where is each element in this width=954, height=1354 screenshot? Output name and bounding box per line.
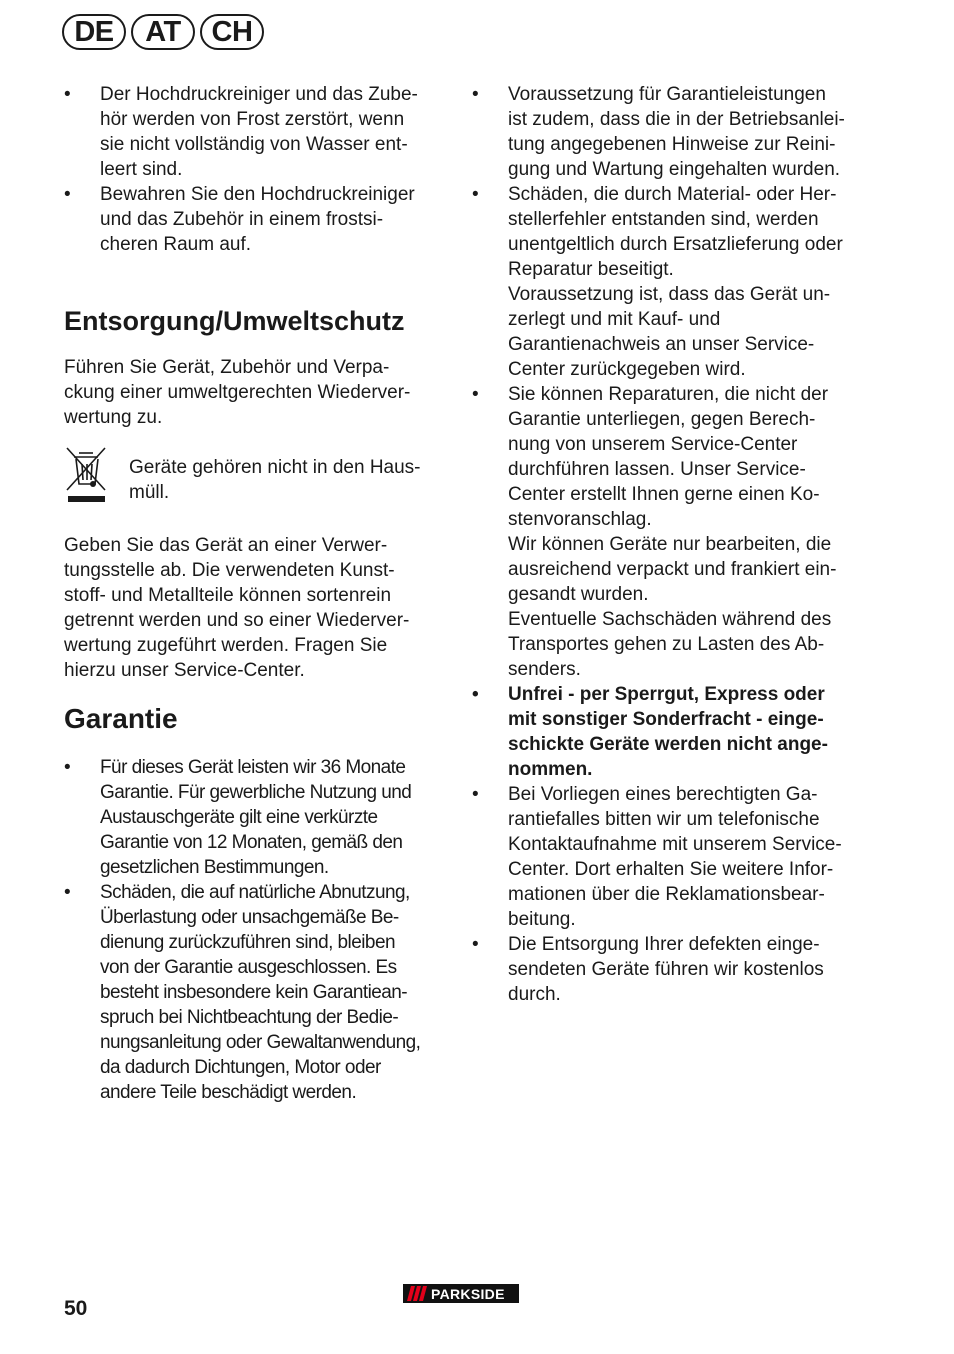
text-line: • Voraussetzung für Garantieleistungen [508,84,826,105]
text-line: Eventuelle Sachschäden während des [508,609,832,630]
text-line: Garantie von 12 Monaten, gemäß den [100,832,403,853]
weee-notice [64,444,454,505]
text-line: • Schäden, die durch Material- oder Her- [508,184,837,205]
text-line: Reparatur beseitigt. [508,259,674,280]
text-line: Garantie unterliegen, gegen Berech- [508,409,816,430]
text-line: da dadurch Dichtungen, Motor oder [100,1057,381,1078]
text-line: senders. [508,659,581,680]
text-line: ckung einer umweltgerechten Wiederver- [64,382,411,403]
page-number: 50 [64,1297,88,1320]
text-line: gung und Wartung eingehalten wurden. [508,159,841,180]
text-line: dienung zurückzuführen sind, bleiben [100,932,395,953]
text-line: beitung. [508,909,576,930]
text-line: • Bewahren Sie den Hochdruckreiniger [100,184,415,205]
text-line: cheren Raum auf. [100,234,252,255]
disposal-heading: Entsorgung/Umweltschutz [64,306,405,336]
text-line: • Bei Vorliegen eines berechtigten Ga- [508,784,818,805]
warranty-heading: Garantie [64,703,178,734]
text-line: Wir können Geräte nur bearbeiten, die [508,534,832,555]
warranty-bullet-list [64,755,454,1105]
list-item [64,82,454,182]
right-column [472,82,872,1007]
text-line: Überlastung oder unsachgemäße Be- [100,907,399,928]
text-line: Center erstellt Ihnen gerne einen Ko- [508,484,820,505]
text-line: durchführen lassen. Unser Service- [508,459,806,480]
text-line: hierzu unser Service-Center. [64,660,305,681]
list-item [472,82,872,182]
text-line: • Für dieses Gerät leisten wir 36 Monate [100,757,406,778]
text-line: tungsstelle ab. Die verwendeten Kunst- [64,560,395,581]
crossed-out-wheelie-bin-icon [64,444,108,504]
text-line: • Schäden, die auf natürliche Abnutzung, [100,882,410,903]
text-line: Führen Sie Gerät, Zubehör und Verpa- [64,357,390,378]
text-line: Center zurückgegeben wird. [508,359,746,380]
list-item [472,182,872,382]
text-line: getrennt werden und so einer Wiederver- [64,610,410,631]
text-line: Voraussetzung ist, dass das Gerät un- [508,284,831,305]
text-line: Kontaktaufnahme mit unserem Service- [508,834,842,855]
text-line: wertung zu. [64,407,163,428]
text-line: Transportes gehen zu Lasten des Ab- [508,634,825,655]
text-line: besteht insbesondere kein Garantiean- [100,982,408,1003]
list-item [64,880,454,1105]
text-line: gesandt wurden. [508,584,649,605]
text-line: zerlegt und mit Kauf- und [508,309,721,330]
brand-logo [403,1284,519,1303]
disposal-paragraph [64,355,454,430]
list-item [472,932,872,1007]
text-line: gesetzlichen Bestimmungen. [100,857,329,878]
text-line: Austauschgeräte gilt eine verkürzte [100,807,378,828]
country-badge-ch: CH [200,14,264,50]
text-line: • Die Entsorgung Ihrer defekten einge- [508,934,820,955]
text-line: mit sonstiger Sonderfracht - einge- [508,709,824,730]
text-line: nungsanleitung oder Gewaltanwendung, [100,1032,421,1053]
text-line: wertung zugeführt werden. Fragen Sie [64,635,388,656]
list-item [64,755,454,880]
country-badge-at: AT [131,14,195,50]
text-line: nung von unserem Service-Center [508,434,798,455]
text-line: • Der Hochdruckreiniger und das Zube- [100,84,418,105]
text-line: und das Zubehör in einem frostsi- [100,209,384,230]
text-line: spruch bei Nichtbeachtung der Bedie- [100,1007,399,1028]
text-line: Geräte gehören nicht in den Haus- [129,457,421,478]
country-badges [62,14,264,50]
text-line: ausreichend verpackt und frankiert ein- [508,559,837,580]
text-line: andere Teile beschädigt werden. [100,1082,357,1103]
text-line: hör werden von Frost zerstört, wenn [100,109,405,130]
text-line: rantiefalles bitten wir um telefonische [508,809,820,830]
text-line: Garantienachweis an unser Service- [508,334,815,355]
text-line: sendeten Geräte führen wir kostenlos [508,959,824,980]
text-line: durch. [508,984,561,1005]
warranty-conditions-list [472,82,872,1007]
text-line: Geben Sie das Gerät an einer Verwer- [64,535,388,556]
text-line: tung angegebenen Hinweise zur Reini- [508,134,836,155]
text-line: stellerfehler entstanden sind, werden [508,209,819,230]
disposal-paragraph [64,533,454,683]
text-line: unentgeltlich durch Ersatzlieferung oder [508,234,843,255]
text-line: sie nicht vollständig von Wasser ent- [100,134,408,155]
list-item [472,782,872,932]
text-line: Center. Dort erhalten Sie weitere Infor- [508,859,834,880]
list-item [472,382,872,682]
text-line: leert sind. [100,159,183,180]
text-line: mationen über die Reklamationsbear- [508,884,825,905]
text-line: stoff- und Metallteile können sortenrein [64,585,392,606]
weee-text [129,455,421,505]
brand-name: PARKSIDE [431,1285,505,1302]
list-item [472,682,872,782]
text-line: • Unfrei - per Sperrgut, Express oder [508,684,825,705]
text-line: ist zudem, dass die in der Betriebsanlei- [508,109,845,130]
text-line: von der Garantie ausgeschlossen. Es [100,957,397,978]
text-line: stenvoranschlag. [508,509,652,530]
country-badge-de: DE [62,14,126,50]
text-line: Garantie. Für gewerbliche Nutzung und [100,782,412,803]
frost-bullet-list [64,82,454,257]
brand-stripes-icon [403,1284,429,1303]
text-line: nommen. [508,759,593,780]
text-line: schickte Geräte werden nicht ange- [508,734,828,755]
text-line: müll. [129,482,170,503]
list-item [64,182,454,257]
left-column [64,82,454,1105]
text-line: • Sie können Reparaturen, die nicht der [508,384,829,405]
